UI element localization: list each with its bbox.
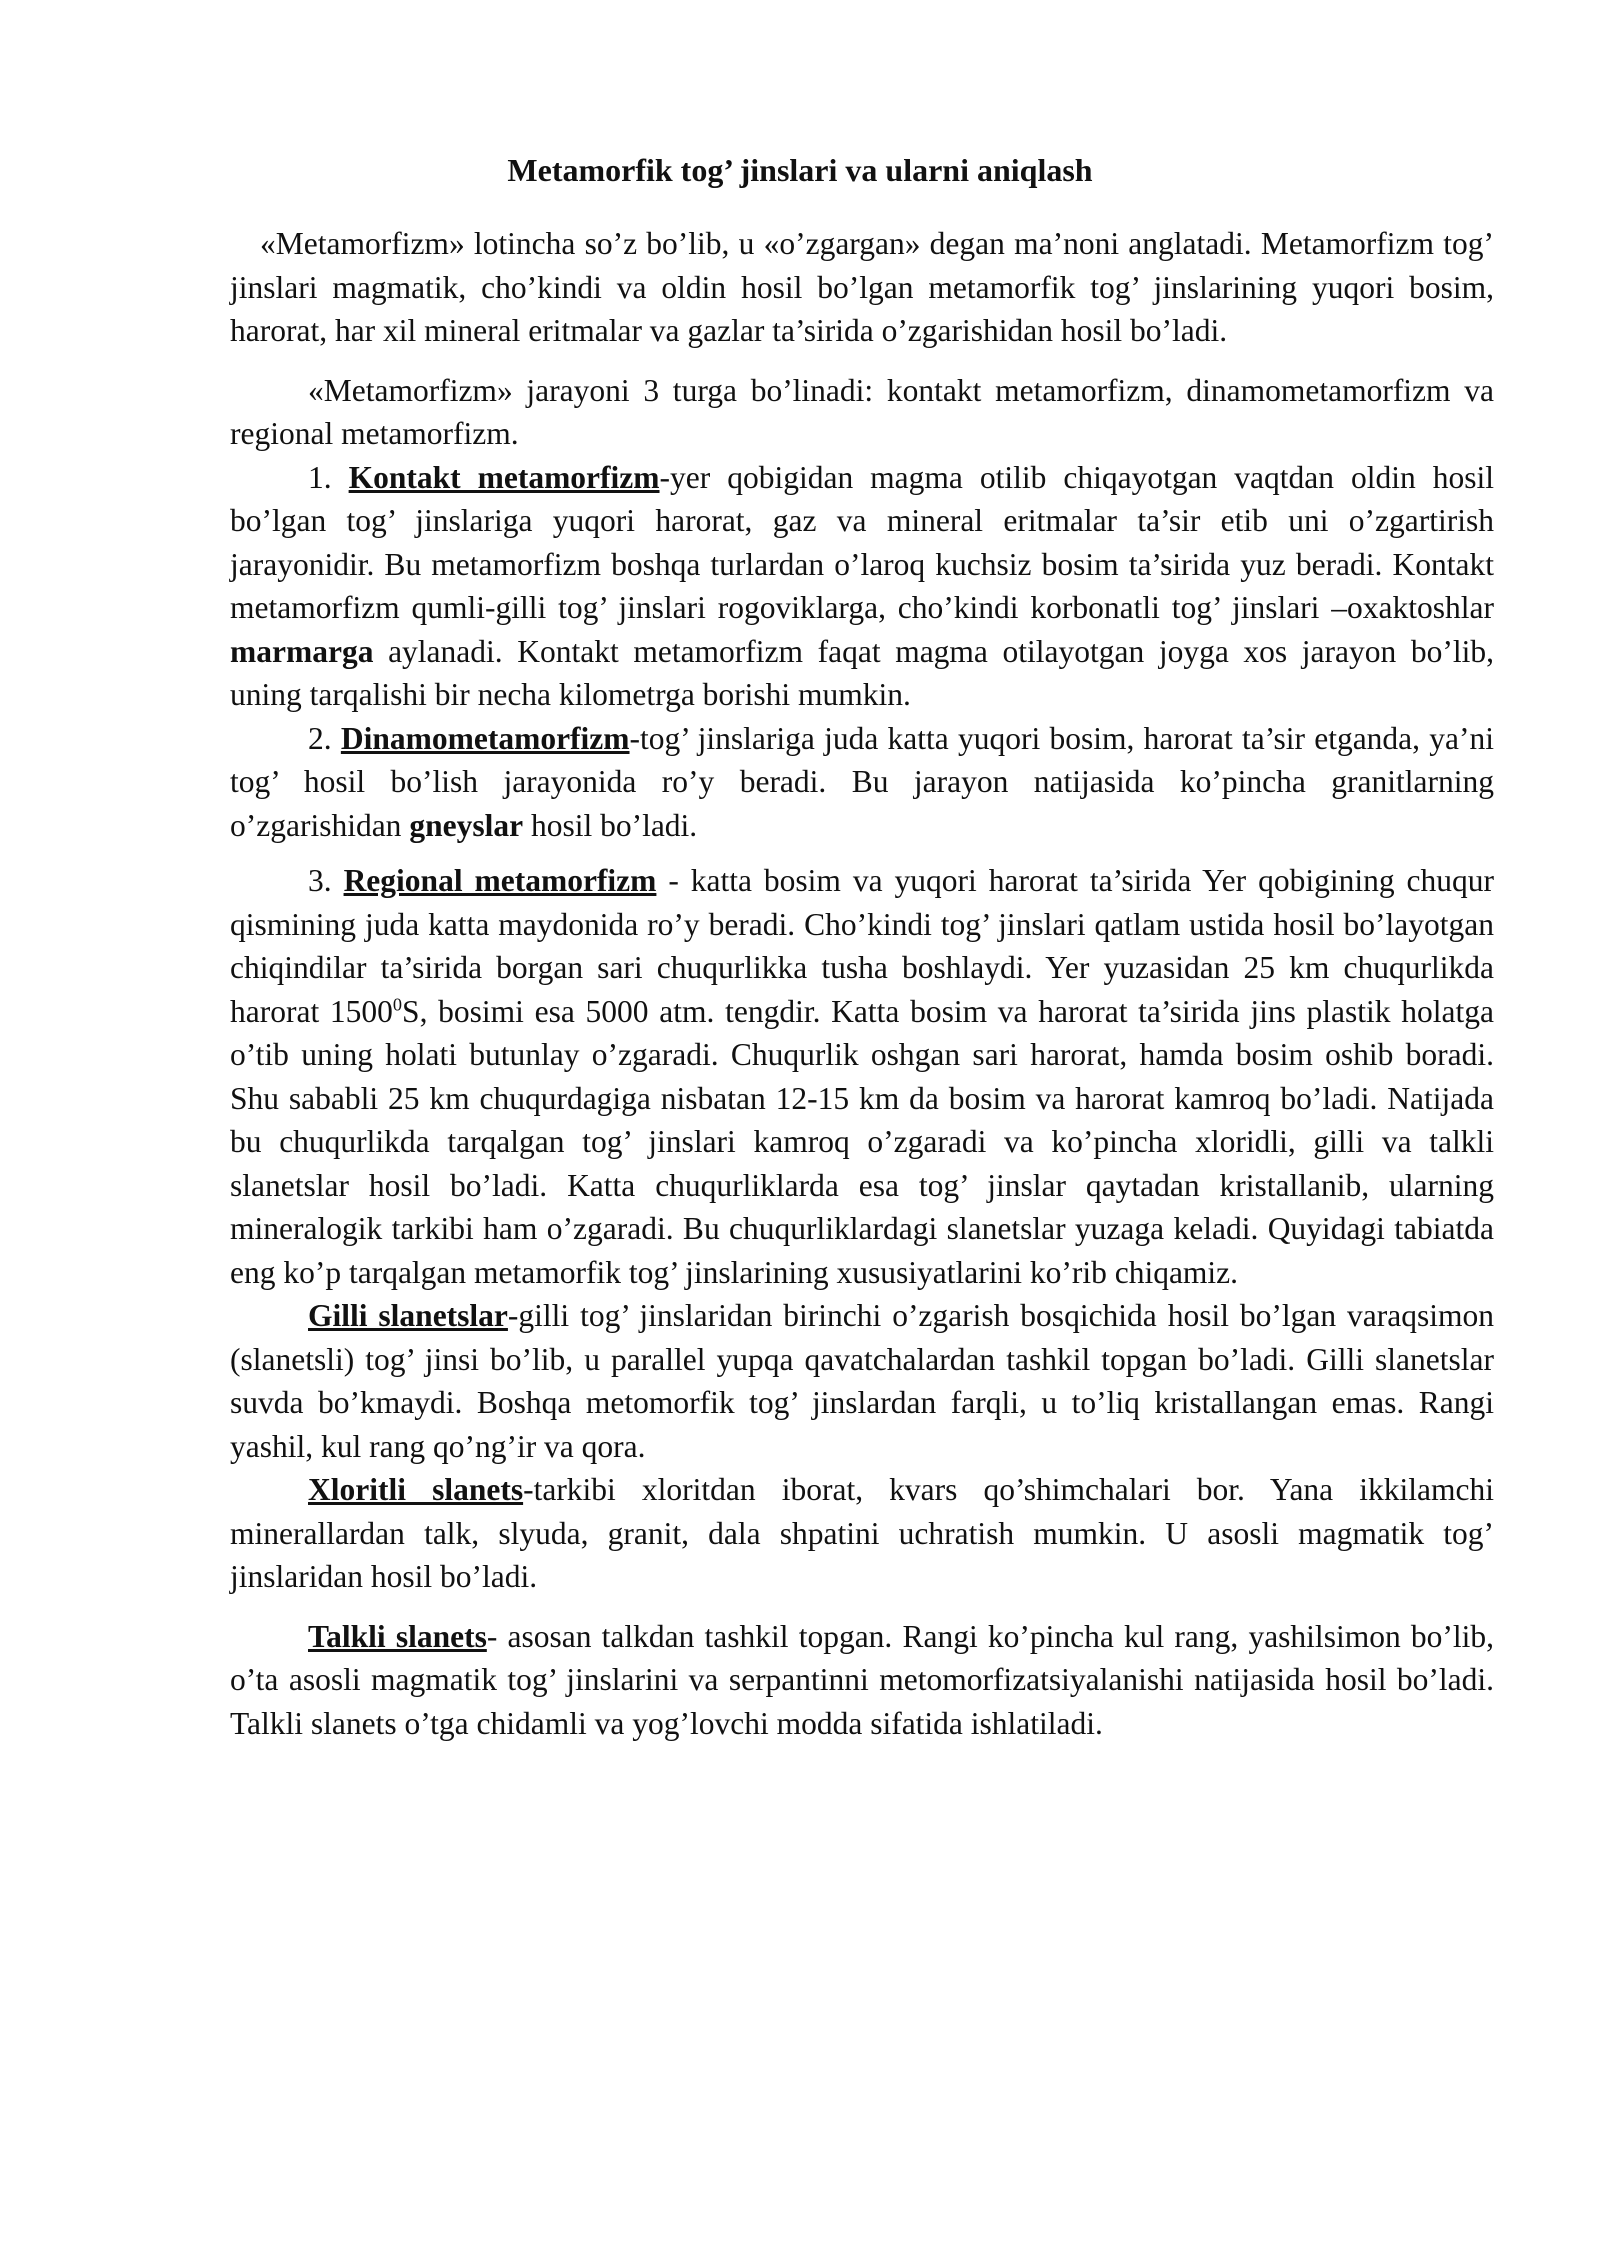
contact-metamorphism-paragraph xyxy=(230,456,1494,717)
types-intro-paragraph: «Metamorfizm» jarayoni 3 turga bo’linadi: kontakt metamorfizm, dinamometamorfizm va regional metamorfizm. xyxy=(230,372,1494,451)
contact-metamorphism-term: Kontakt metamorfizm xyxy=(348,459,660,495)
dynamo-text-b: hosil bo’ladi. xyxy=(530,807,698,843)
contact-text-b: aylanadi. Kontakt metamorfizm faqat magma otilayotgan joyga xos jarayon bo’lib, uning tarqalishi bir necha kilometrga borishi mumkin. xyxy=(230,633,1494,712)
dynamo-text-a: -tog’ jinslariga juda katta yuqori bosim, harorat ta’sir etganda, ya’ni tog’ hosil bo’lish jarayonida ro’y beradi. Bu jarayon natijasida ko’pincha granitlarning o’zgarishidan xyxy=(230,720,1494,843)
dynamometamorphism-term: Dinamometamorfizm xyxy=(340,720,630,756)
talc-schist-paragraph xyxy=(230,1615,1494,1746)
page-title: Metamorfik tog’ jinslari va ularni aniqlash xyxy=(507,152,1093,188)
regional-text-a: - katta bosim va yuqori harorat ta’sirida Yer qobigining chuqur qismining juda katta maydonida ro’y beradi. Cho’kindi tog’ jinslari qatlam ustida hosil bo’layotgan chiqindilar ta’sirida borgan sari chuqurlikka tusha boshlaydi. Yer yuzasidan 25 km chuqurlikda harorat 1500 xyxy=(230,863,1494,1029)
dynamometamorphism-paragraph xyxy=(230,717,1494,848)
clay-schist-text: -gilli tog’ jinslaridan birinchi o’zgarish bosqichida hosil bo’lgan varaqsimon (slanetsli) tog’ jinsi bo’lib, u parallel yupqa qavatchalardan tashkil topgan bo’ladi. Gilli slanetslar suvda bo’kmaydi. Boshqa metomorfik tog’ jinslardan farqli, u to’liq kristallangan emas. Rangi yashil, kul rang qo’ng’ir va qora. xyxy=(230,1298,1494,1464)
talc-schist-text: - asosan talkdan tashkil topgan. Rangi ko’pincha kul rang, yashilsimon bo’lib, o’ta asosli magmatik tog’ jinslarini va serpantinni metomorfizatsiyalanishi natijasida hosil bo’ladi. Talkli slanets o’tga chidamli va yog’lovchi modda sifatida ishlatiladi. xyxy=(230,1618,1494,1741)
chlorite-schist-term: Xloritli slanets xyxy=(308,1472,524,1507)
dynamo-number: 2. xyxy=(308,720,332,756)
document-body xyxy=(230,222,1494,1745)
regional-text-b: S, bosimi esa 5000 atm. tengdir. Katta bosim va harorat ta’sirida jins plastik holatga o’tib uning holati butunlay o’zgaradi. Chuqurlik oshgan sari harorat, hamda bosim oshib boradi. Shu sababli 25 km chuqurdagiga nisbatan 12-15 km da bosim va harorat kamroq bo’ladi. Natijada bu chuqurlikda tarqalgan tog’ jinslari kamroq o’zgaradi va ko’pincha xloridli, gilli va talkli slanetslar hosil bo’ladi. Katta chuqurliklarda esa tog’ jinslar qaytadan kristallanib, ularning mineralogik tarkibi ham o’zgaradi. Bu chuqurliklardagi slanetslar yuzaga keladi. Quyidagi tabiatda eng ko’p tarqalgan metamorfik tog’ jinslarining xususiyatlarini ko’rib chiqamiz. xyxy=(230,993,1494,1290)
gneiss-term: gneyslar xyxy=(409,807,524,843)
degree-superscript: 0 xyxy=(392,994,403,1014)
chlorite-schist-paragraph xyxy=(230,1468,1494,1599)
contact-number: 1. xyxy=(308,459,332,495)
clay-schist-paragraph xyxy=(230,1294,1494,1468)
regional-number: 3. xyxy=(308,863,332,898)
regional-metamorphism-term: Regional metamorfizm xyxy=(343,863,657,898)
chlorite-schist-text: -tarkibi xloritdan iborat, kvars qo’shimchalari bor. Yana ikkilamchi minerallardan talk, slyuda, granit, dala shpatini uchratish mumkin. U asosli magmatik tog’ jinslaridan hosil bo’ladi. xyxy=(230,1472,1494,1594)
regional-metamorphism-paragraph xyxy=(230,859,1494,1294)
intro-paragraph: «Metamorfizm» lotincha so’z bo’lib, u «o’zgargan» degan ma’noni anglatadi. Metamorfizm tog’ jinslari magmatik, cho’kindi va oldin hosil bo’lgan metamorfik tog’ jinslarining yuqori bosim, harorat, har xil mineral eritmalar va gazlar ta’sirida o’zgarishidan hosil bo’ladi. xyxy=(230,226,1494,348)
contact-text-a: -yer qobigidan magma otilib chiqayotgan vaqtdan oldin hosil bo’lgan tog’ jinslariga yuqori harorat, gaz va mineral eritmalar ta’sir etib uni o’zgartirish jarayonidir. Bu metamorfizm boshqa turlardan o’laroq kuchsiz bosim ta’sirida yuz beradi. Kontakt metamorfizm qumli-gilli tog’ jinslari rogoviklarga, cho’kindi korbonatli tog’ jinslari –oxaktoshlar xyxy=(230,459,1494,625)
clay-schist-term: Gilli slanetslar xyxy=(308,1298,508,1333)
talc-schist-term: Talkli slanets xyxy=(308,1618,487,1654)
marble-term: marmarga xyxy=(230,633,374,669)
